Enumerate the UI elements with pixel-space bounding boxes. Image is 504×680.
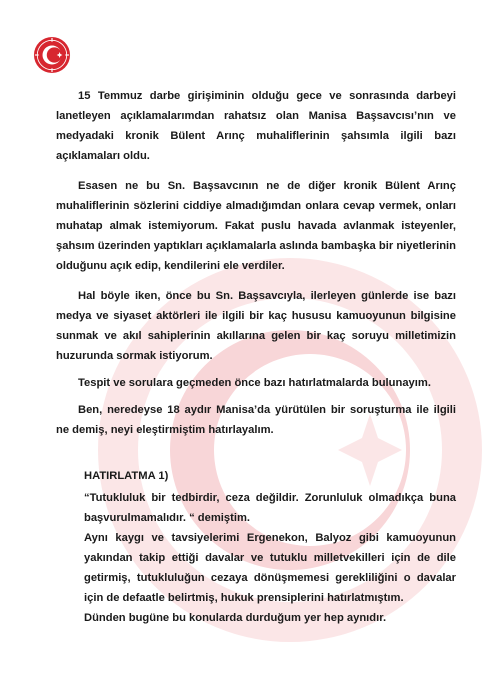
reminder-heading: HATIRLATMA 1) [84, 470, 169, 482]
paragraph-4: Tespit ve sorulara geçmeden önce bazı hatırlatmalarda bulunayım. [78, 377, 431, 389]
parliament-emblem-logo [33, 36, 71, 74]
paragraph-2: Esasen ne bu Sn. Başsavcının ne de diğer kronik Bülent Arınç muhaliflerinin sözlerini ciddiye almadığımdan onlara cevap vermek, onları muhatap almak istemiyorum. Fakat puslu havada avlanmak isteyenler, şahsım üzerinden yaptıkları açıklamalarla aslında bambaşka bir niyetlerinin olduğunu açık edip, kendilerini ele verdiler. [56, 180, 456, 272]
paragraph-1: 15 Temmuz darbe girişiminin olduğu gece ve sonrasında darbeyi lanetleyen açıklamalarımdan rahatsız olan Manisa Başsavcısı’nın ve medyadaki kronik Bülent Arınç muhaliflerinin şahsımla ilgili bazı açıklamaları oldu. [56, 90, 456, 162]
reminder-body: Aynı kaygı ve tavsiyelerimi Ergenekon, Balyoz gibi kamuoyunun yakından takip ettiği davalar ve tutuklu milletvekilleri için de dile getirmiş, tutukluluğun cezaya dönüşmemesi gerekliliğini o davalar için de defaatle belirtmiş, hukuk prensiplerini hatırlatmıştım. [84, 532, 456, 604]
document-body [56, 86, 456, 628]
paragraph-5: Ben, neredeyse 18 aydır Manisa’da yürütülen bir soruşturma ile ilgili ne demiş, neyi eleştirmiştim hatırlayalım. [56, 404, 456, 436]
reminder-closing: Dünden bugüne bu konularda durduğum yer hep aynıdır. [84, 612, 387, 624]
paragraph-3: Hal böyle iken, önce bu Sn. Başsavcıyla, ilerleyen günlerde ise bazı medya ve siyaset aktörleri ile ilgili bir kaç hususu kamuoyunun bilgisine sunmak ve akıl sahiplerinin akıllarına gelen bir kaç soruyu milletimizin huzurunda sormak istiyorum. [56, 290, 456, 362]
reminder-section [84, 466, 456, 628]
reminder-quote: “Tutukluluk bir tedbirdir, ceza değildir. Zorunluluk olmadıkça buna başvurulmamalıdır. “ demiştim. [84, 492, 456, 524]
